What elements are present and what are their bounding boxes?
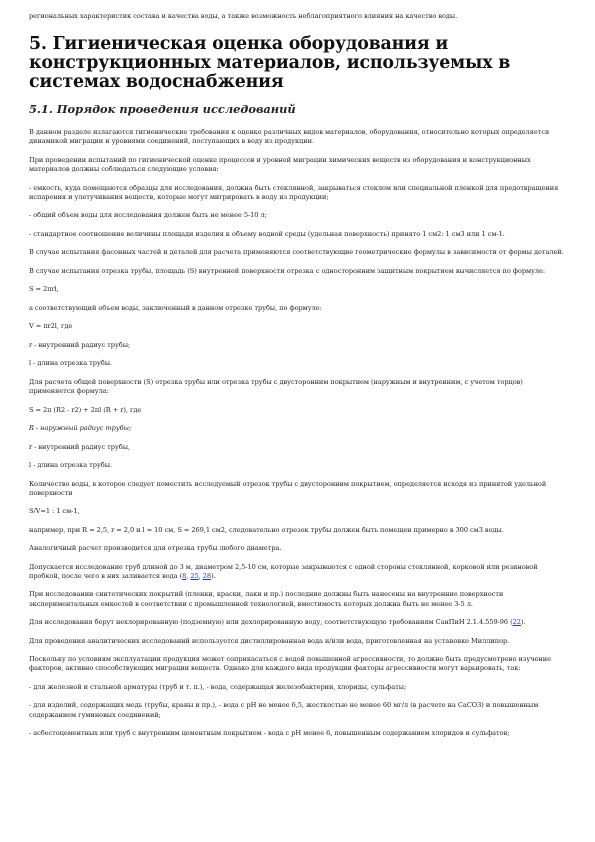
paragraph-text: ). [520,618,526,627]
list-item: - для железной и стальной арматуры (труб и т. п.), - вода, содержащая железобактерии, хлориды, сульфаты; [29,682,407,691]
list-item: - асбестоцементных или труб с внутренним цементным покрытием - вода с рН менее 6, повышенным содержанием хлоридов и сульфатов; [29,729,510,738]
paragraph-text: Для исследования берут нехлорированную (подземную) или дехлорированную воду, соответствующую требованиям СанПиН 2.1.4.559-96 ( [29,618,513,627]
paragraph: В случае испытания отрезка трубы, площадь (S) внутренней поверхности отрезка с односторонним защитным покрытием вычисляется по формуле: [29,266,546,275]
paragraph: Аналогичный расчет производится для отрезка трубы любого диаметра. [29,544,282,553]
paragraph: а соответствующий объем воды, заключенный в данном отрезке трубы, по формуле: [29,303,322,312]
paragraph: При исследовании синтетических покрытий (пленки, краски, лаки и пр.) последние должны быть нанесены на внутренние поверхности экспериментальных емкостей в соответствии с промышленной технологией, вместимость которых должна быть не менее 3-5 л. [29,590,504,608]
paragraph: В данном разделе излагаются гигиенические требования к оценке различных видов материалов, оборудования, относительно которых определяется динамикой миграции и уровнями соединений, поступающих в воду из продукции. [29,128,550,146]
reference-link[interactable]: 22 [512,618,521,627]
reference-link[interactable]: 28 [202,571,212,580]
list-item: - для изделий, содержащих медь (трубы, краны и пр.), - вода с рН не менее 6,5, жесткостью не менее 60 мг/л (в расчете на CaCO3) и повышенным содержанием гуминовых соединений; [29,701,539,719]
definition: r - внутренний радиус трубы; [29,340,131,349]
formula: V = πr2l, где [29,322,73,331]
document-page [29,12,565,748]
definition-text: R - наружный радиус трубы; [29,424,132,433]
formula: S/V=1 : 1 см-1, [29,507,80,516]
subsection-heading: 5.1. Порядок проведения исследований [29,102,296,117]
intro-text: региональных характеристик состава и качества воды, а также возможность неблагоприятного влияния на качество воды. [29,12,458,20]
definition-length: l - длина отрезка трубы. [29,461,112,470]
paragraph: Для проведения аналитических исследований используется дистиллированная вода и/или вода, приготовленная на установке Миллипор. [29,636,510,645]
paragraph-pipes: Допускается исследование труб длиной до 3 м, диаметром 2,5-10 см, которые закрываются с одной стороны стеклянной, корковой или резиновой пробкой, после чего в них заливается вода (8, 25, 28). [29,562,538,580]
paragraph: например, при R = 2,5, r = 2,0 и l = 10 см, S = 269,1 см2, следовательно отрезок трубы должен быть помещен примерно в 300 см3 воды. [29,525,504,534]
definition-inner-radius: r - внутренний радиус трубы, [29,442,130,451]
paragraph-text: ). [211,571,216,580]
paragraph: - стандартное соотношение величины площади изделия к объему водной среды (удельная поверхность) принято 1 см2: 1 см3 или 1 см-1. [29,229,505,238]
paragraph: Поскольку по условиям эксплуатации продукция может соприкасаться с водой повышенной агрессивности, то должно быть предусмотрено изучение факторов, активно способствующих миграции веществ. Однако для каждого вида продукции факторы агрессивности могут варьировать, так: [29,655,551,673]
reference-link[interactable]: 8 [182,571,187,580]
section-heading: 5. Гигиеническая оценка оборудования и конструкционных материалов, используемых в системах водоснабжения [29,34,511,93]
paragraph: Количество воды, в которое следует поместить исследуемый отрезок трубы с двусторонним покрытием, определяется исходя из принятой удельной поверхности [29,479,547,497]
paragraph-water [29,618,565,627]
paragraph-text: Допускается исследование труб длиной до 3 м, диаметром 2,5-10 см, которые закрываются с одной стороны стеклянной, корковой или резиновой пробкой, после чего в них заливается вода ( [29,562,538,580]
paragraph: При проведении испытаний по гигиенической оценке процессов и уровней миграции химических веществ из оборудования и конструкционных материалов должны соблюдаться следующие условия: [29,155,531,174]
formula: S = 2π (R2 - r2) + 2πl (R + r), где [29,405,142,414]
definition: l - длина отрезка трубы. [29,359,112,368]
paragraph: Для расчета общей поверхности (S) отрезка трубы или отрезка трубы с двусторонним покрытием (наружным и внутренним, с учетом торцов) применяется формула: [29,377,523,396]
paragraph: - емкость, куда помещаются образцы для исследования, должна быть стеклянной, закрываться стеклом или специальной пленкой для предотвращения испарения и улетучивания веществ, которые могут мигрировать в воду из продукции; [29,183,559,201]
paragraph: - общий объем воды для исследования должен быть не менее 5-10 л; [29,211,267,220]
paragraph: В случае испытания фасонных частей и деталей для расчета применяются соответствующие геометрические формулы в зависимости от формы деталей. [29,248,564,257]
definition-outer-radius [29,424,565,433]
reference-link[interactable]: 25 [190,571,199,580]
formula: S = 2πrl, [29,285,59,294]
